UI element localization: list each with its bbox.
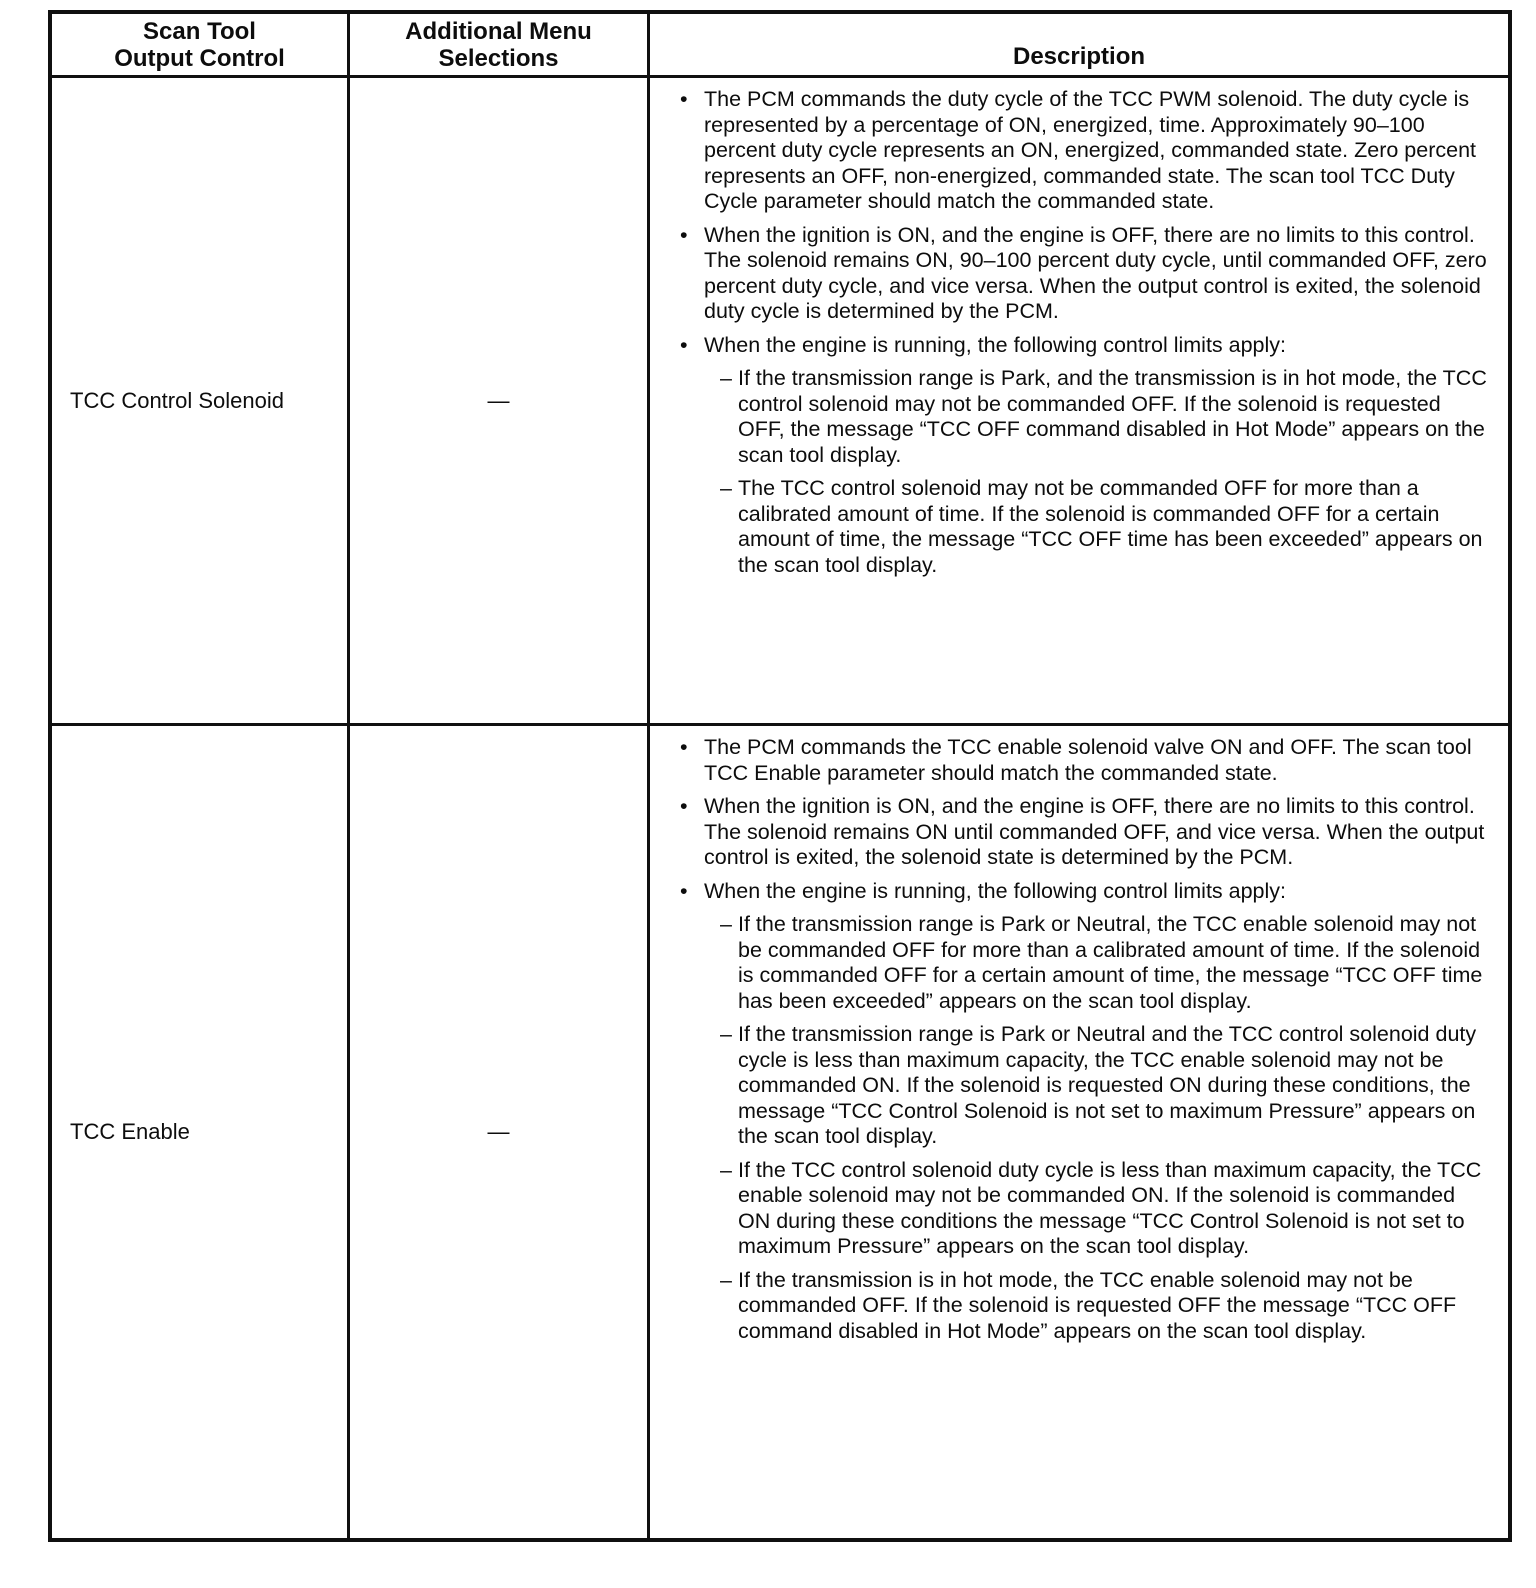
row2-menu-selection: — (350, 726, 650, 1538)
header-line-2: Selections (438, 44, 559, 72)
header-line-2: Output Control (114, 44, 285, 72)
bullet-marker: • (680, 87, 688, 111)
bullet-text: The PCM commands the TCC enable solenoid valve ON and OFF. The scan tool TCC Enable parameter should match the commanded state. (704, 735, 1472, 785)
bullet-text: When the ignition is ON, and the engine is OFF, there are no limits to this control. The solenoid remains ON, 90–100 percent duty cycle, until commanded OFF, zero percent duty cycle, and vice versa. When the output control is exited, the solenoid duty cycle is determined by the PCM. (704, 222, 1487, 323)
sub-bullet-item (720, 1268, 1490, 1345)
dash-marker: – (720, 1267, 732, 1292)
dash-marker: – (720, 476, 732, 500)
dash-marker: – (720, 1157, 732, 1182)
row2-description-cell (650, 726, 1508, 1538)
sub-bullet-item (720, 1022, 1490, 1150)
sub-bullet-text: If the transmission is in hot mode, the TCC enable solenoid may not be commanded OFF. If the solenoid is requested OFF the message “TCC OFF command disabled in Hot Mode” appears on the scan tool display. (738, 1267, 1457, 1343)
row2-control-name: TCC Enable (52, 726, 350, 1538)
bullet-item (680, 87, 1490, 215)
bullet-item (680, 735, 1490, 786)
bullet-marker: • (680, 735, 688, 759)
bullet-text: When the ignition is ON, and the engine is OFF, there are no limits to this control. The solenoid remains ON until commanded OFF, and vice versa. When the output control is exited, the solenoid state is determined by the PCM. (704, 794, 1485, 869)
header-description (650, 14, 1508, 78)
sub-bullet-text: The TCC control solenoid may not be commanded OFF for more than a calibrated amount of time. If the solenoid is commanded OFF for a certain amount of time, the message “TCC OFF time has been exceeded” appears on the scan tool display. (738, 476, 1483, 577)
header-line-1: Description (1012, 43, 1146, 70)
bullet-marker: • (680, 794, 688, 818)
bullet-text: When the engine is running, the following control limits apply: (704, 332, 1287, 357)
bullet-marker: • (680, 332, 688, 357)
row1-menu-selection: — (350, 78, 650, 726)
bullet-item (680, 223, 1490, 325)
sub-bullet-text: If the transmission range is Park or Neutral, the TCC enable solenoid may not be commanded OFF for more than a calibrated amount of time. If the solenoid is commanded OFF for a certain amount of time, the message “TCC OFF time has been exceeded” appears on the scan tool display. (738, 912, 1483, 1013)
sub-bullet-item (720, 476, 1490, 578)
sub-bullet-text: If the TCC control solenoid duty cycle is less than maximum capacity, the TCC enable solenoid may not be commanded ON. If the solenoid is commanded ON during these conditions the message “TCC Control Solenoid is not set to maximum Pressure” appears on the scan tool display. (738, 1157, 1482, 1258)
header-line-1: Scan Tool (143, 17, 256, 45)
scan-tool-output-control-table (48, 10, 1512, 1542)
sub-bullet-item (720, 912, 1490, 1014)
sub-bullet-text: If the transmission range is Park, and the transmission is in hot mode, the TCC control solenoid may not be commanded OFF. If the solenoid is requested OFF, the message “TCC OFF command disabled in Hot Mode” appears on the scan tool display. (738, 366, 1487, 467)
bullet-text: The PCM commands the duty cycle of the TCC PWM solenoid. The duty cycle is represented by a percentage of ON, energized, time. Approximately 90–100 percent duty cycle represents an ON, energized, commanded state. Zero percent represents an OFF, non-energized, commanded state. The scan tool TCC Duty Cycle parameter should match the commanded state. (704, 87, 1477, 213)
row1-control-name: TCC Control Solenoid (52, 78, 350, 726)
row1-description-cell (650, 78, 1508, 726)
header-line-1: Additional Menu (405, 17, 592, 45)
bullet-item (680, 333, 1490, 359)
dash-marker: – (720, 1022, 732, 1046)
bullet-item (680, 879, 1490, 905)
header-scan-tool-output-control (52, 14, 350, 78)
sub-bullet-text: If the transmission range is Park or Neutral and the TCC control solenoid duty cycle is less than maximum capacity, the TCC enable solenoid may not be commanded ON. If the solenoid is requested ON during these conditions, the message “TCC Control Solenoid is not set to maximum Pressure” appears on the scan tool display. (738, 1022, 1477, 1148)
bullet-item (680, 794, 1490, 871)
dash-marker: – (720, 366, 732, 390)
dash-marker: – (720, 912, 732, 936)
sub-bullet-item (720, 1158, 1490, 1260)
bullet-text: When the engine is running, the following control limits apply: (704, 878, 1287, 903)
bullet-marker: • (680, 222, 688, 247)
sub-bullet-item (720, 366, 1490, 468)
bullet-marker: • (680, 878, 688, 903)
header-additional-menu-selections (350, 14, 650, 78)
